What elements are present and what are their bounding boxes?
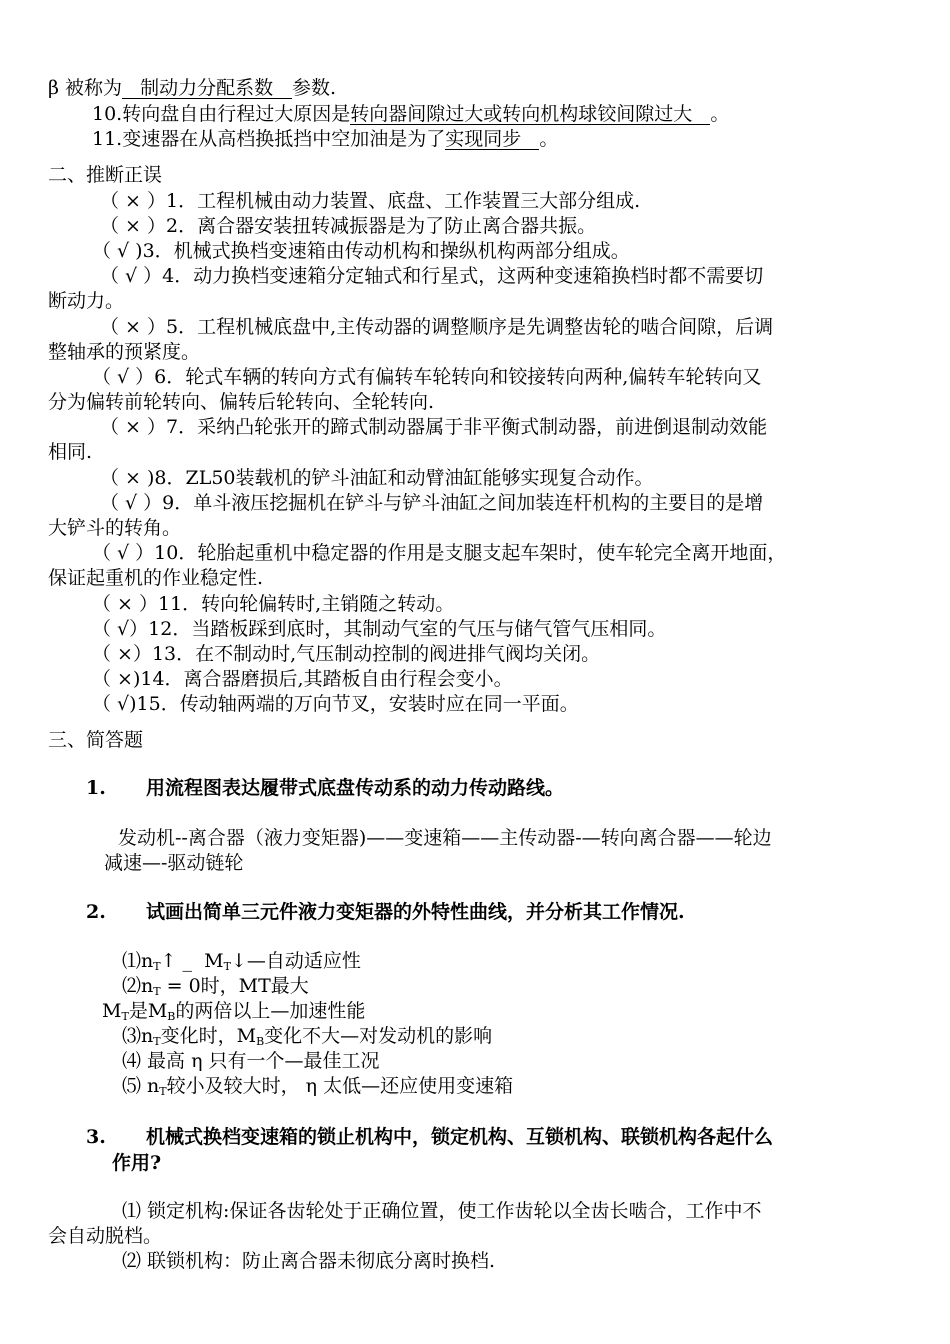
judge-item-8: （ × )8．ZL50装载机的铲斗油缸和动臂油缸能够实现复合动作。 bbox=[100, 467, 654, 489]
fill-line-1: β 被称为 制动力分配系数 参数. bbox=[48, 77, 337, 99]
answer-3-line-3: ⑵ 联锁机构：防止离合器未彻底分离时换档. bbox=[122, 1250, 496, 1272]
fill-line-11: 11.变速器在从高档换抵挡中空加油是为了实现同步 。 bbox=[92, 128, 559, 150]
question-1-text: 用流程图表达履带式底盘传动系的动力传动路线。 bbox=[146, 777, 565, 799]
answer-2-line-3: $M_T$是$M_B$的两倍以上—加速性能 bbox=[102, 1000, 366, 1023]
judge-item-15: （ √)15．传动轴两端的万向节叉，安装时应在同一平面。 bbox=[92, 693, 579, 715]
fill-line-10: 10.转向盘自由行程过大原因是转向器间隙过大或转向机构球铰间隙过大 。 bbox=[92, 103, 730, 125]
judge-item-12: （ √）12．当踏板踩到底时，其制动气室的气压与储气管气压相同。 bbox=[92, 618, 667, 640]
judge-item-2: （ × ）2．离合器安装扭转减振器是为了防止离合器共振。 bbox=[100, 215, 597, 237]
judge-item-7: （ × ）7．采纳凸轮张开的蹄式制动器属于非平衡式制动器，前进倒退制动效能 bbox=[100, 416, 768, 438]
judge-item-5-cont: 整轴承的预紧度。 bbox=[48, 341, 201, 363]
judge-item-11: （ × ）11．转向轮偏转时,主销随之转动。 bbox=[92, 593, 455, 615]
judge-item-9-cont: 大铲斗的转角。 bbox=[48, 517, 182, 539]
question-3-text: 机械式换档变速箱的锁止机构中，锁定机构、互锁机构、联锁机构各起什么 bbox=[146, 1126, 774, 1148]
question-1-number: 1. bbox=[86, 777, 106, 799]
judge-item-14: （ ×)14．离合器磨损后,其踏板自由行程会变小。 bbox=[92, 668, 513, 690]
judge-item-7-cont: 相同. bbox=[48, 441, 93, 463]
answer-1-line-2: 减速—-驱动链轮 bbox=[104, 852, 244, 874]
judge-item-3: （ √ )3．机械式换档变速箱由传动机构和操纵机构两部分组成。 bbox=[92, 240, 630, 262]
question-2-number: 2. bbox=[86, 901, 106, 923]
section-title-short-answer: 三、简答题 bbox=[48, 729, 144, 751]
judge-item-5: （ × ）5．工程机械底盘中,主传动器的调整顺序是先调整齿轮的啮合间隙，后调 bbox=[100, 316, 774, 338]
answer-3-line-1: ⑴ 锁定机构:保证各齿轮处于正确位置，使工作齿轮以全齿长啮合，工作中不 bbox=[122, 1200, 762, 1222]
answer-1-line-1: 发动机--离合器（液力变矩器)——变速箱——主传动器-—转向离合器——轮边 bbox=[118, 827, 772, 849]
answer-2-line-1: $⑴n_T↑$ _ $M_T↓—$自动适应性 bbox=[122, 950, 361, 973]
judge-item-6-cont: 分为偏转前轮转向、偏转后轮转向、全轮转向. bbox=[48, 391, 435, 413]
judge-item-13: （ ×）13．在不制动时,气压制动控制的阀进排气阀均关闭。 bbox=[92, 643, 601, 665]
question-3-text-cont: 作用? bbox=[112, 1152, 162, 1174]
answer-2-line-4: $⑶n_T$变化时，$M_B$变化不大—对发动机的影响 bbox=[122, 1025, 493, 1048]
judge-item-1: （ × ）1．工程机械由动力装置、底盘、工作装置三大部分组成. bbox=[100, 190, 641, 212]
section-title-judge: 二、推断正误 bbox=[48, 164, 163, 186]
answer-2-line-2: $⑵n_T = 0$时，MT最大 bbox=[122, 975, 309, 998]
judge-item-6: （ √ ）6．轮式车辆的转向方式有偏转车轮转向和铰接转向两种,偏转车轮转向又 bbox=[92, 366, 762, 388]
question-3-number: 3. bbox=[86, 1126, 106, 1148]
question-2-text: 试画出简单三元件液力变矩器的外特性曲线，并分析其工作情况. bbox=[146, 901, 685, 923]
judge-item-9: （ √ ）9．单斗液压挖掘机在铲斗与铲斗油缸之间加装连杆机构的主要目的是增 bbox=[100, 492, 764, 514]
judge-item-10-cont: 保证起重机的作业稳定性. bbox=[48, 567, 264, 589]
answer-3-line-2: 会自动脱档。 bbox=[48, 1225, 163, 1247]
judge-item-10: （ √ ）10．轮胎起重机中稳定器的作用是支腿支起车架时，使车轮完全离开地面， bbox=[92, 542, 787, 564]
judge-item-4: （ √ ）4．动力换档变速箱分定轴式和行星式，这两种变速箱换档时都不需要切 bbox=[100, 265, 764, 287]
answer-2-line-5: ⑷ 最高 η 只有一个—最佳工况 bbox=[122, 1050, 380, 1072]
judge-item-4-cont: 断动力。 bbox=[48, 290, 125, 312]
answer-2-line-6: ⑸ $n_T$较小及较大时， η 太低—还应使用变速箱 bbox=[122, 1075, 514, 1098]
